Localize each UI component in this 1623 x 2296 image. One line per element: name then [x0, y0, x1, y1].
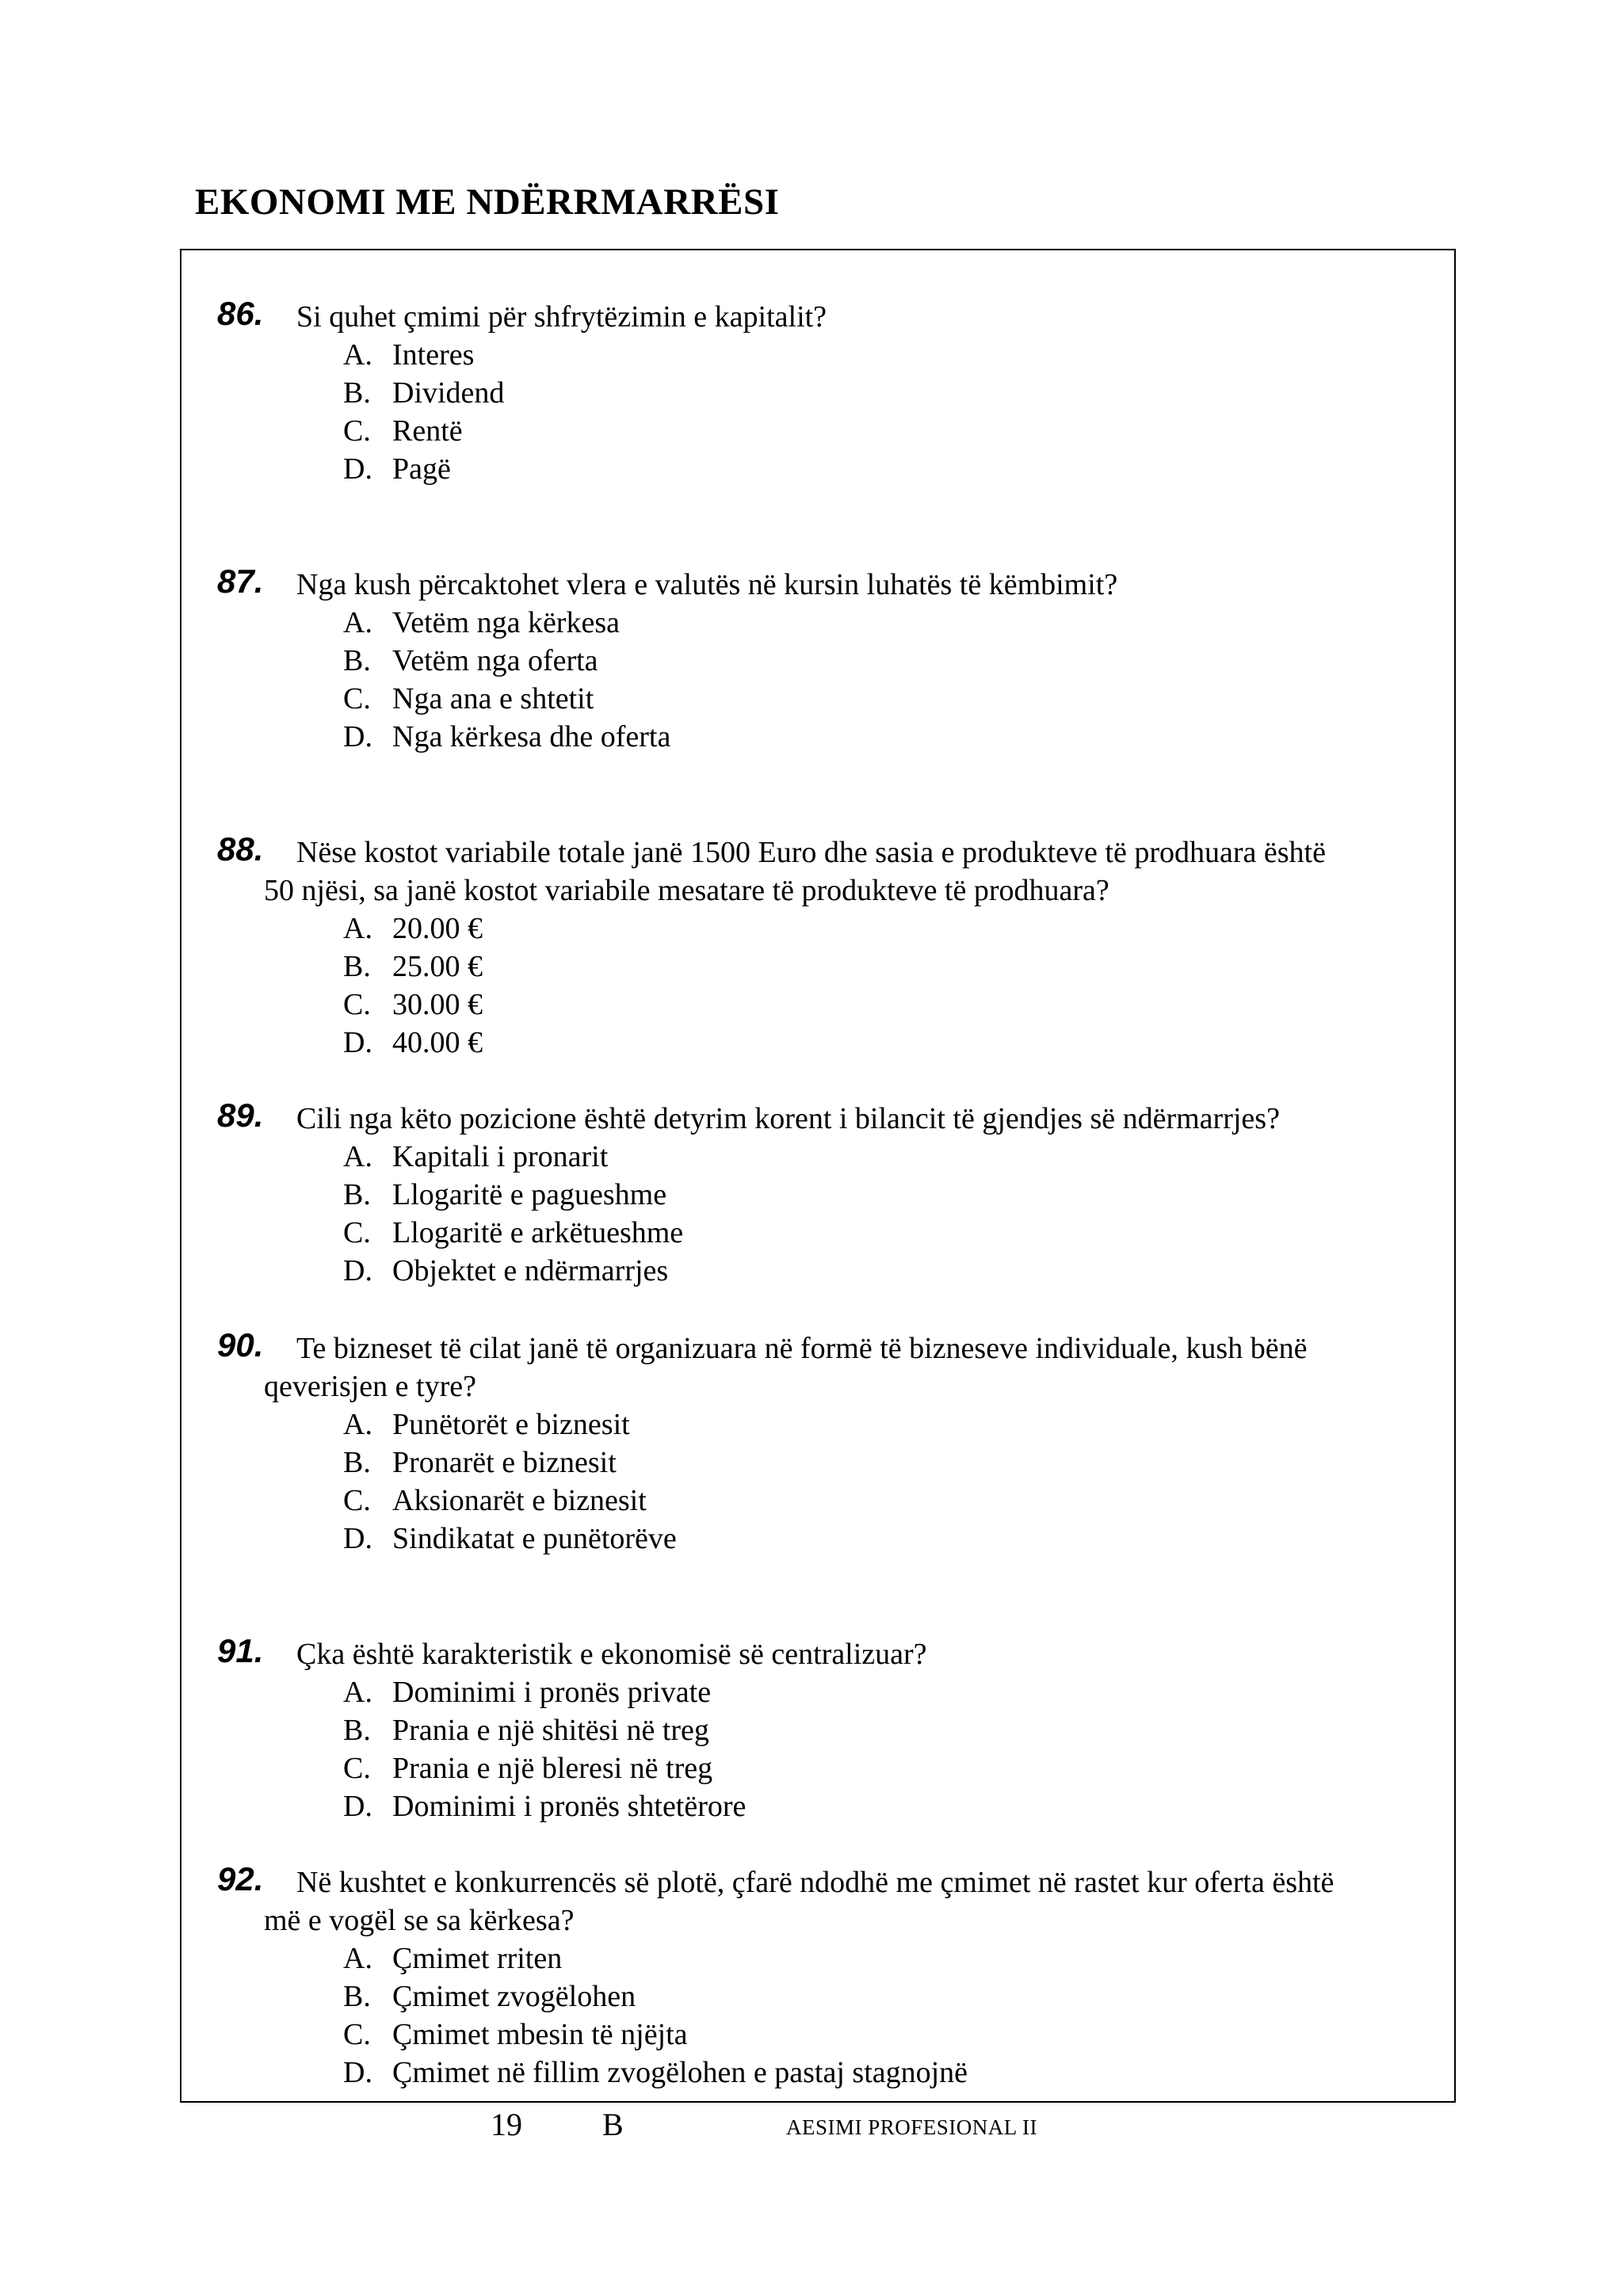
question-text: qeverisjen e tyre?	[264, 1370, 476, 1403]
option-letter: C.	[343, 1216, 371, 1249]
option-text: Vetëm nga oferta	[392, 644, 598, 677]
option-c[interactable]	[181, 1482, 1454, 1520]
page-title: EKONOMI ME NDËRRMARRËSI	[195, 181, 780, 223]
question-number: 89.	[217, 1097, 264, 1134]
option-a[interactable]	[181, 910, 1454, 948]
option-text: Vetëm nga kërkesa	[392, 606, 620, 639]
option-a[interactable]	[181, 1939, 1454, 1978]
question-number: 90.	[217, 1326, 264, 1363]
question-text: Në kushtet e konkurrencës së plotë, çfarë ndodhë me çmimet në rastet kur oferta është	[296, 1866, 1335, 1899]
option-c[interactable]	[181, 412, 1454, 450]
test-version: B	[602, 2107, 624, 2142]
option-c[interactable]	[181, 680, 1454, 718]
option-letter: A.	[343, 1140, 372, 1173]
option-letter: D.	[343, 720, 372, 753]
question-text: Si quhet çmimi për shfrytëzimin e kapitalit?	[296, 300, 827, 334]
option-b[interactable]	[181, 374, 1454, 412]
option-b[interactable]	[181, 642, 1454, 680]
option-text: Objektet e ndërmarrjes	[392, 1254, 669, 1287]
option-text: Aksionarët e biznesit	[392, 1484, 647, 1517]
option-d[interactable]	[181, 718, 1454, 756]
option-text: Çmimet zvogëlohen	[392, 1980, 636, 2013]
option-letter: A.	[343, 338, 372, 372]
option-letter: D.	[343, 1790, 372, 1823]
option-c[interactable]	[181, 2016, 1454, 2054]
option-letter: B.	[343, 1178, 371, 1211]
option-letter: B.	[343, 1446, 371, 1479]
question-number: 88.	[217, 830, 264, 868]
option-text: Çmimet rriten	[392, 1942, 563, 1975]
option-text: Dividend	[392, 376, 505, 410]
option-text: Dominimi i pronës shtetërore	[392, 1790, 747, 1823]
option-text: 40.00 €	[392, 1026, 483, 1059]
questions-box	[180, 249, 1456, 2103]
option-d[interactable]	[181, 1520, 1454, 1558]
option-b[interactable]	[181, 1444, 1454, 1482]
question-87	[181, 563, 1454, 756]
option-letter: A.	[343, 1676, 372, 1709]
option-letter: A.	[343, 606, 372, 639]
question-text: më e vogël se sa kërkesa?	[264, 1904, 575, 1937]
option-text: Kapitali i pronarit	[392, 1140, 609, 1173]
question-text: Te bizneset të cilat janë të organizuara në formë të bizneseve individuale, kush bënë	[296, 1332, 1308, 1365]
option-a[interactable]	[181, 1405, 1454, 1444]
option-c[interactable]	[181, 1749, 1454, 1787]
option-letter: D.	[343, 1254, 372, 1287]
page-number: 19	[491, 2107, 522, 2142]
option-c[interactable]	[181, 986, 1454, 1024]
option-text: Dominimi i pronës private	[392, 1676, 712, 1709]
option-a[interactable]	[181, 1138, 1454, 1176]
option-b[interactable]	[181, 1176, 1454, 1214]
option-letter: D.	[343, 452, 372, 486]
question-text: Nga kush përcaktohet vlera e valutës në kursin luhatës të këmbimit?	[296, 568, 1118, 601]
option-a[interactable]	[181, 336, 1454, 374]
option-letter: D.	[343, 1026, 372, 1059]
option-letter: A.	[343, 1942, 372, 1975]
option-letter: B.	[343, 1980, 371, 2013]
question-92	[181, 1860, 1454, 2092]
option-letter: D.	[343, 1522, 372, 1555]
question-number: 86.	[217, 295, 264, 332]
question-text: 50 njësi, sa janë kostot variabile mesatare të produkteve të prodhuara?	[264, 874, 1109, 907]
option-text: 20.00 €	[392, 912, 483, 945]
option-b[interactable]	[181, 1978, 1454, 2016]
question-88	[181, 830, 1454, 1062]
option-letter: C.	[343, 414, 371, 448]
option-text: Çmimet në fillim zvogëlohen e pastaj stagnojnë	[392, 2056, 968, 2089]
question-text: Nëse kostot variabile totale janë 1500 Euro dhe sasia e produkteve të prodhuara është	[296, 836, 1326, 869]
option-d[interactable]	[181, 1787, 1454, 1825]
footer-label: AESIMI PROFESIONAL II	[786, 2115, 1038, 2139]
option-letter: B.	[343, 376, 371, 410]
option-text: Sindikatat e punëtorëve	[392, 1522, 677, 1555]
option-letter: A.	[343, 1408, 372, 1441]
option-letter: B.	[343, 644, 371, 677]
option-text: Nga ana e shtetit	[392, 682, 594, 715]
option-a[interactable]	[181, 604, 1454, 642]
option-text: Rentë	[392, 414, 463, 448]
option-letter: B.	[343, 950, 371, 983]
option-text: Prania e një shitësi në treg	[392, 1714, 709, 1747]
option-b[interactable]	[181, 1711, 1454, 1749]
option-text: Punëtorët e biznesit	[392, 1408, 630, 1441]
option-text: 30.00 €	[392, 988, 483, 1021]
question-text: Çka është karakteristik e ekonomisë së centralizuar?	[296, 1638, 927, 1671]
option-d[interactable]	[181, 1252, 1454, 1290]
option-text: Llogaritë e pagueshme	[392, 1178, 667, 1211]
option-c[interactable]	[181, 1214, 1454, 1252]
option-text: Prania e një bleresi në treg	[392, 1752, 713, 1785]
question-86	[181, 295, 1454, 488]
option-text: Llogaritë e arkëtueshme	[392, 1216, 684, 1249]
option-text: Pagë	[392, 452, 451, 486]
option-text: 25.00 €	[392, 950, 483, 983]
option-text: Pronarët e biznesit	[392, 1446, 617, 1479]
option-letter: A.	[343, 912, 372, 945]
option-letter: C.	[343, 1752, 371, 1785]
option-d[interactable]	[181, 1024, 1454, 1062]
option-text: Çmimet mbesin të njëjta	[392, 2018, 688, 2051]
question-number: 87.	[217, 563, 264, 600]
option-text: Nga kërkesa dhe oferta	[392, 720, 671, 753]
option-a[interactable]	[181, 1673, 1454, 1711]
question-number: 91.	[217, 1632, 264, 1669]
option-b[interactable]	[181, 948, 1454, 986]
question-91	[181, 1632, 1454, 1825]
option-letter: C.	[343, 1484, 371, 1517]
option-letter: C.	[343, 988, 371, 1021]
option-text: Interes	[392, 338, 475, 372]
question-text: Cili nga këto pozicione është detyrim korent i bilancit të gjendjes së ndërmarrjes?	[296, 1102, 1280, 1135]
option-letter: C.	[343, 2018, 371, 2051]
question-90	[181, 1326, 1454, 1558]
question-89	[181, 1097, 1454, 1290]
option-letter: B.	[343, 1714, 371, 1747]
question-number: 92.	[217, 1860, 264, 1897]
option-letter: D.	[343, 2056, 372, 2089]
option-letter: C.	[343, 682, 371, 715]
option-d[interactable]	[181, 450, 1454, 488]
option-d[interactable]	[181, 2054, 1454, 2092]
